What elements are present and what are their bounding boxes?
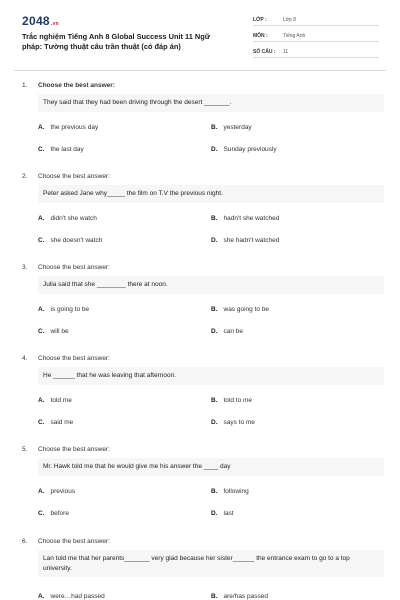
meta-key: SỐ CÂU : bbox=[253, 48, 276, 55]
logo-main: 2048 bbox=[22, 14, 50, 28]
meta-panel bbox=[253, 14, 379, 62]
question-number: 1. bbox=[22, 82, 28, 89]
meta-value: Tiếng Anh bbox=[283, 32, 306, 39]
question-stem: Peter asked Jane why_____ the film on T.V the previous night. bbox=[38, 185, 384, 203]
question-stem: Lan told me that her parents_______ very glad because her sister______ the entrance exam to go to a top university. bbox=[38, 550, 384, 577]
option-a[interactable]: A. previous bbox=[38, 488, 76, 495]
question-stem: He ______ that he was leaving that afternoon. bbox=[38, 367, 384, 385]
option-c[interactable]: C. she doesn't watch bbox=[38, 237, 103, 244]
question-number: 4. bbox=[22, 355, 28, 362]
option-c[interactable]: C. the last day bbox=[38, 146, 84, 153]
question-stem: Julia said that she ________ there at noon. bbox=[38, 276, 384, 294]
option-d[interactable]: D. Sunday previously bbox=[211, 146, 277, 153]
page-title: Trắc nghiệm Tiếng Anh 8 Global Success Unit 11 Ngữ pháp: Tường thuật câu trần thuật (có đáp án) bbox=[22, 32, 211, 51]
logo-sub: .vn bbox=[50, 21, 60, 27]
option-b[interactable]: B. was going to be bbox=[211, 306, 270, 313]
option-d[interactable]: D. says to me bbox=[211, 419, 255, 426]
option-b[interactable]: B. yesterday bbox=[211, 124, 252, 131]
page-header bbox=[0, 0, 400, 72]
site-logo[interactable] bbox=[22, 14, 59, 28]
option-a[interactable]: A. is going to be bbox=[38, 306, 90, 313]
question-prompt: Choose the best answer: bbox=[38, 264, 110, 271]
option-c[interactable]: C. before bbox=[38, 510, 69, 517]
meta-row-subject bbox=[253, 30, 379, 42]
meta-key: MÔN : bbox=[253, 32, 268, 39]
question-prompt: Choose the best answer: bbox=[38, 446, 110, 453]
meta-key: LỚP : bbox=[253, 16, 267, 23]
question-prompt: Choose the best answer: bbox=[38, 82, 115, 89]
option-b[interactable]: B. hadn't she watched bbox=[211, 215, 280, 222]
option-c[interactable]: C. said me bbox=[38, 419, 74, 426]
option-b[interactable]: B. told to me bbox=[211, 397, 253, 404]
meta-value: Lớp 8 bbox=[283, 16, 297, 23]
question-number: 6. bbox=[22, 538, 28, 545]
question-stem: They said that they had been driving through the desert _______. bbox=[38, 94, 384, 112]
question-prompt: Choose the best answer: bbox=[38, 355, 110, 362]
option-c[interactable]: C. will be bbox=[38, 328, 69, 335]
option-b[interactable]: B. are/has passed bbox=[211, 593, 268, 600]
question-number: 3. bbox=[22, 264, 28, 271]
meta-row-count bbox=[253, 46, 379, 58]
header-divider bbox=[14, 70, 386, 71]
option-d[interactable]: D. she hadn't watched bbox=[211, 237, 280, 244]
question-number: 5. bbox=[22, 446, 28, 453]
option-a[interactable]: A. were…had passed bbox=[38, 593, 105, 600]
option-b[interactable]: B. following bbox=[211, 488, 249, 495]
meta-value: 11 bbox=[283, 48, 289, 55]
option-a[interactable]: A. didn't she watch bbox=[38, 215, 97, 222]
option-d[interactable]: D. can be bbox=[211, 328, 244, 335]
option-a[interactable]: A. the previous day bbox=[38, 124, 99, 131]
option-d[interactable]: D. last bbox=[211, 510, 234, 517]
question-prompt: Choose the best answer: bbox=[38, 173, 110, 180]
question-stem: Mr. Hawk told me that he would give me his answer the ____ day bbox=[38, 458, 384, 476]
question-prompt: Choose the best answer: bbox=[38, 538, 110, 545]
meta-row-class bbox=[253, 14, 379, 26]
question-number: 2. bbox=[22, 173, 28, 180]
option-a[interactable]: A. told me bbox=[38, 397, 72, 404]
